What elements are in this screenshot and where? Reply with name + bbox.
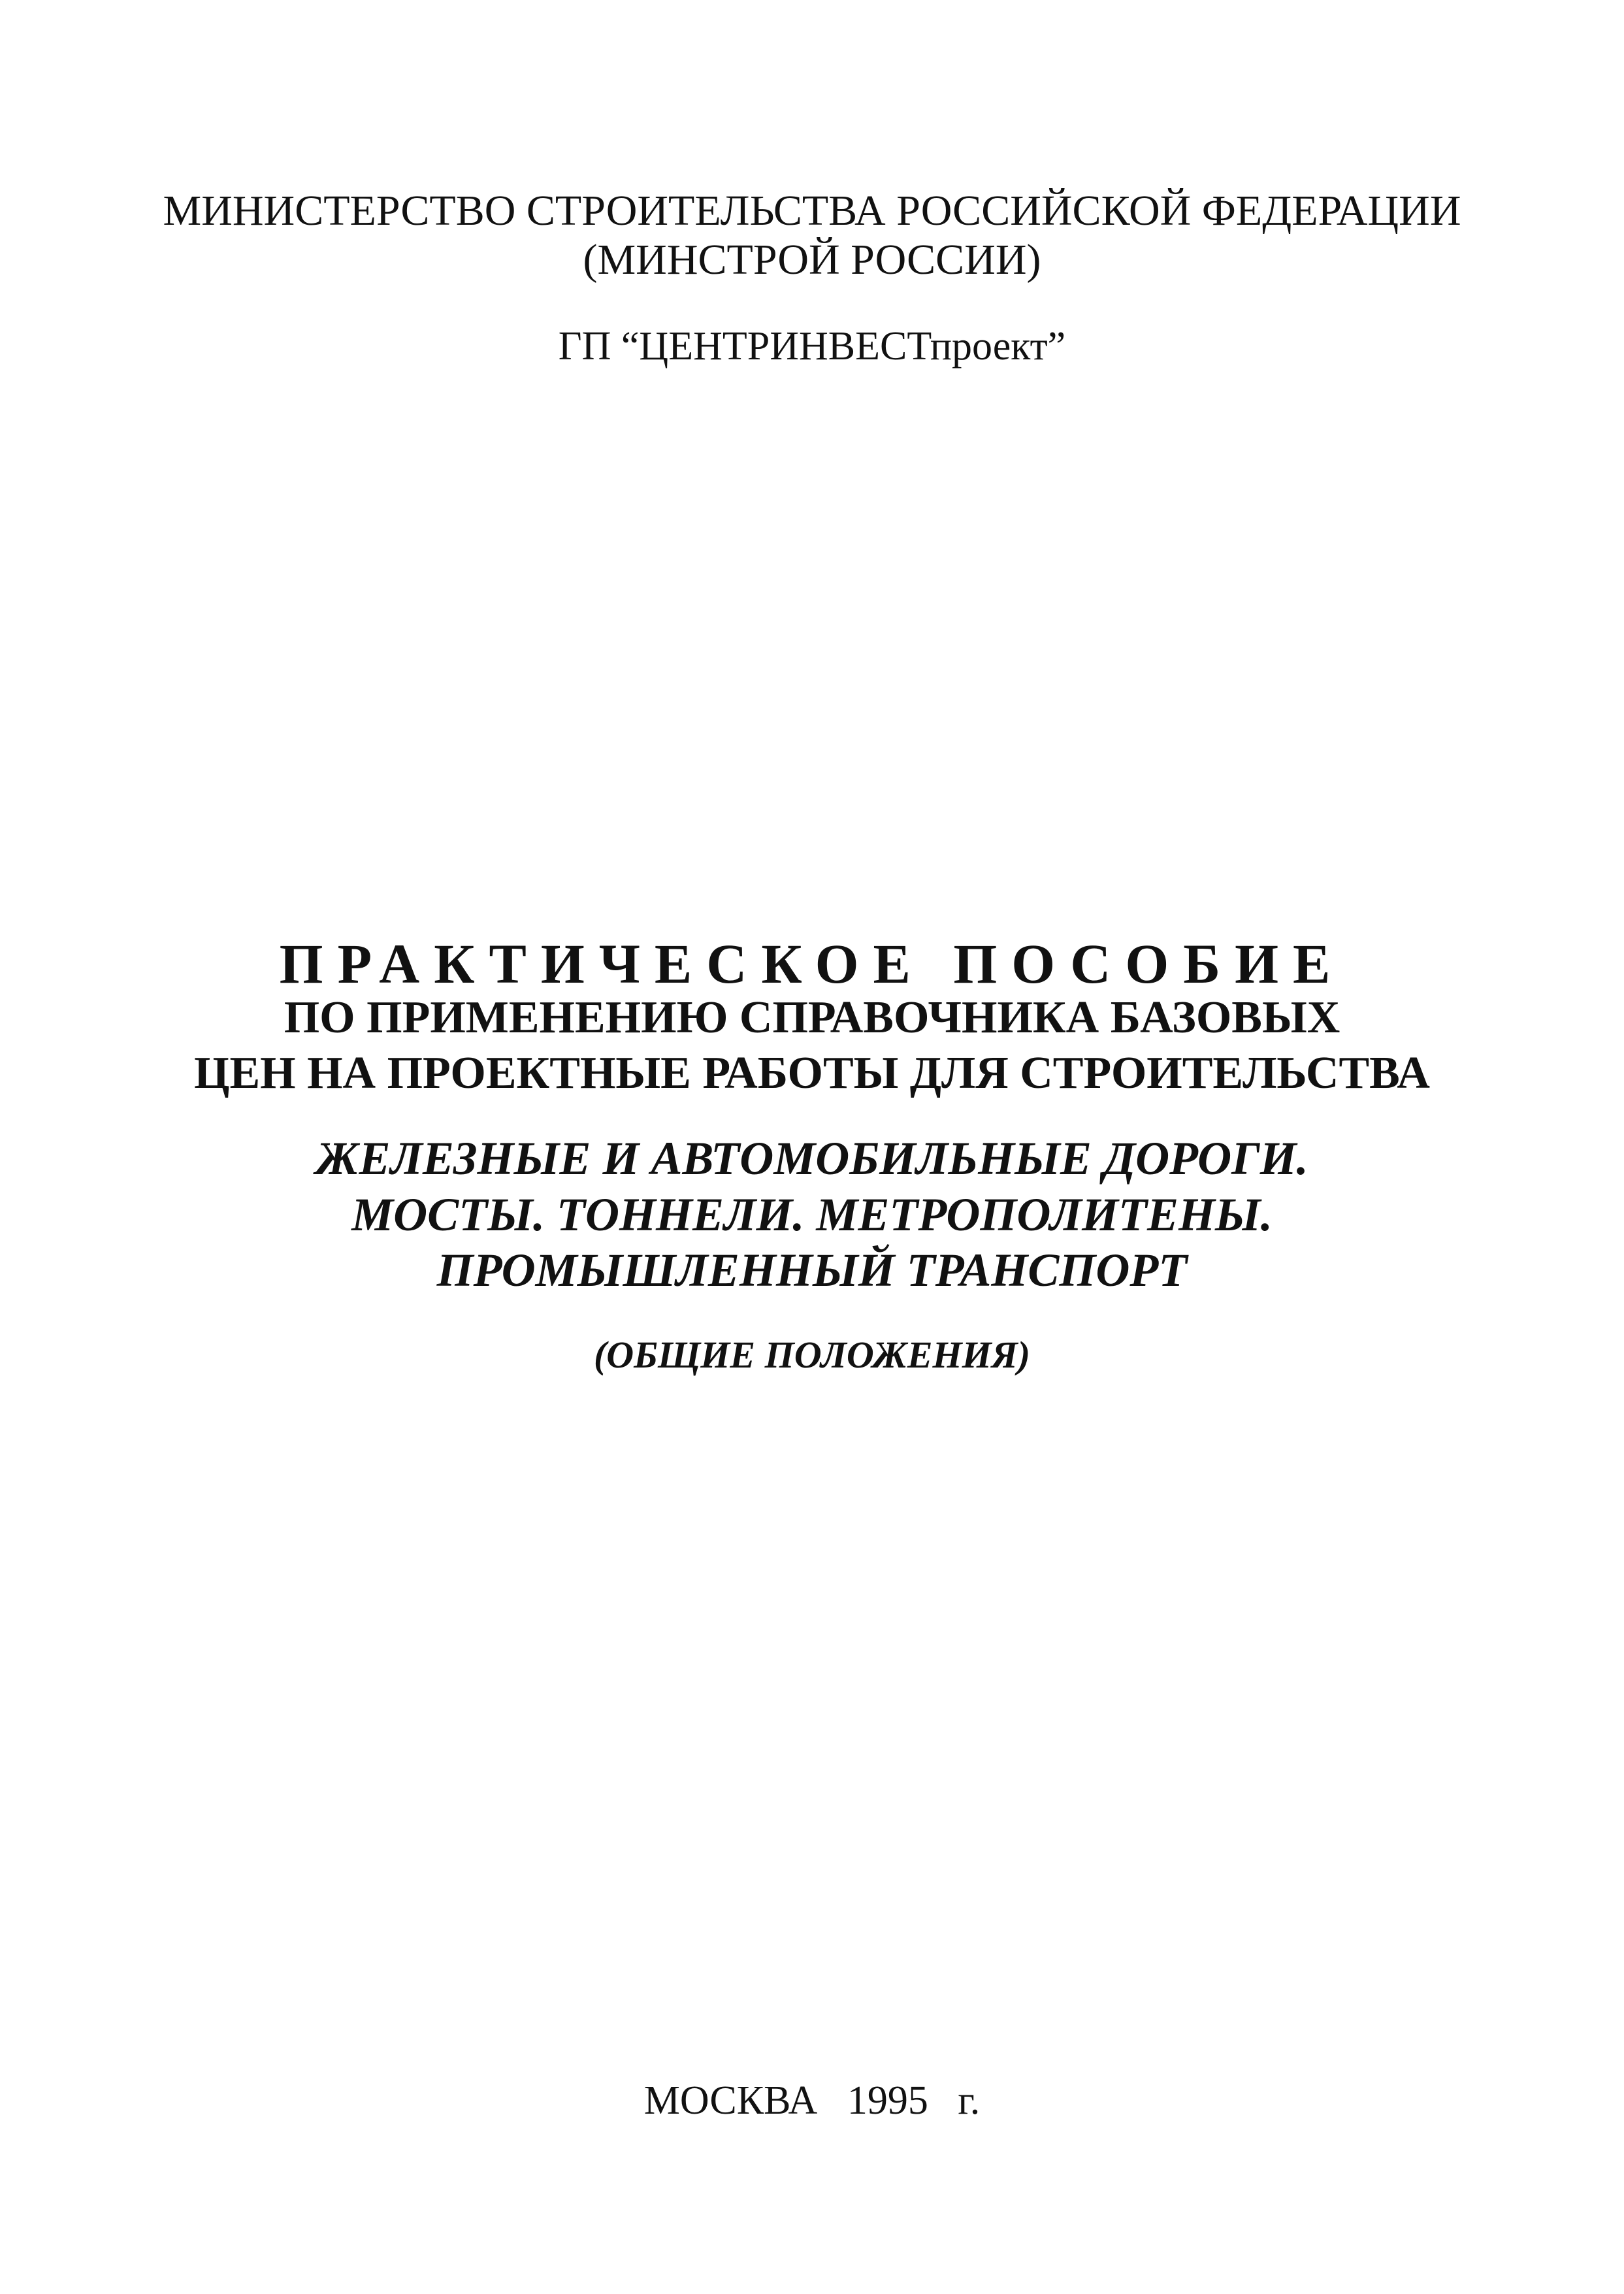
subject-line-3: ПРОМЫШЛЕННЫЙ ТРАНСПОРТ — [436, 1244, 1188, 1296]
subject-line-2: МОСТЫ. ТОННЕЛИ. МЕТРОПОЛИТЕНЫ. — [351, 1188, 1273, 1241]
document-title-line-3: ЦЕН НА ПРОЕКТНЫЕ РАБОТЫ ДЛЯ СТРОИТЕЛЬСТВА — [194, 1048, 1430, 1098]
document-title-line-2: ПО ПРИМЕНЕНИЮ СПРАВОЧНИКА БАЗОВЫХ — [284, 992, 1340, 1043]
organization-name: ГП “ЦЕНТРИНВЕСТпроект” — [558, 324, 1066, 369]
ministry-name: МИНИСТЕРСТВО СТРОИТЕЛЬСТВА РОССИЙСКОЙ ФЕДЕРАЦИИ — [163, 187, 1461, 235]
ministry-abbreviation: (МИНСТРОЙ РОССИИ) — [583, 236, 1041, 284]
city-year: МОСКВА 1995 г. — [643, 2078, 981, 2123]
subject-line-1: ЖЕЛЕЗНЫЕ И АВТОМОБИЛЬНЫЕ ДОРОГИ. — [316, 1132, 1308, 1185]
general-provisions-label: (ОБЩИЕ ПОЛОЖЕНИЯ) — [593, 1334, 1031, 1376]
document-title: ПРАКТИЧЕСКОЕ ПОСОБИЕ — [279, 932, 1345, 995]
